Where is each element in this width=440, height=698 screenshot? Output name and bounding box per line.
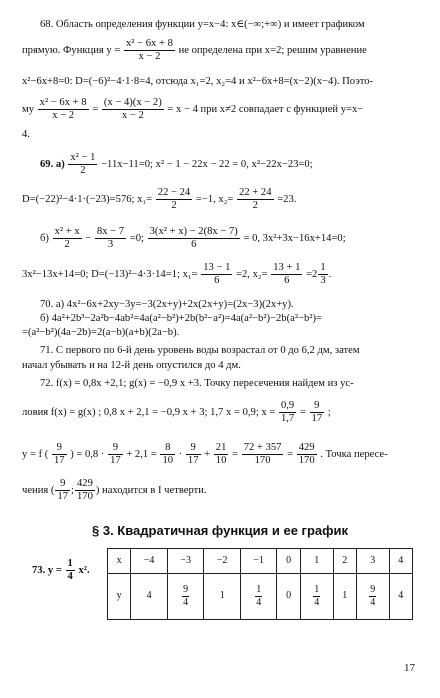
table-row-x [108, 549, 413, 574]
fraction: $\frac{9}{17}$ [311, 400, 323, 425]
ex72-line2: ловия f(x) = g(x) ; 0,8 x + 2,1 = −0,9 x + 3; 1,7 x = 0,9; x = $\frac{0,9}{1,7}$ = $\frac{9}{17}$ ; [22, 400, 331, 425]
table-cell [167, 573, 204, 619]
table-cell: 1 [204, 573, 241, 619]
fraction: $\frac{22 - 24}{2}$ [157, 187, 191, 212]
fraction: $\frac{13 - 1}{6}$ [203, 262, 231, 287]
table-cell: 0 [277, 573, 300, 619]
fraction: $\frac{429}{170}$ [298, 442, 315, 467]
ex72-line4: чения ( $\frac{9}{17}$ ; $\frac{429}{170}$ ) находится в I четверти. [22, 478, 207, 503]
fraction: $\frac{9}{17}$ [53, 442, 65, 467]
table-cell [300, 573, 333, 619]
ex69-discriminant-a: D=(−22)²−4·1·(−23)=576; x₁= $\frac{22 - 24}{2}$ =−1, x₂= $\frac{22 + 24}{2}$ =23. [22, 187, 297, 212]
ex70-line-b1: б) 4a²+2b³−2a²b−4ab²=4a(a²−b²)+2b(b²−a²)=4a(a²−b²)−2b(a²−b²)= [40, 313, 322, 324]
table-cell: 4 [389, 573, 412, 619]
table-cell [356, 573, 389, 619]
fraction: $\frac{1}{4}$ [67, 558, 73, 583]
value-table [107, 548, 413, 620]
table-header-cell: y [108, 573, 131, 619]
ex68-line2: прямую. Функция y = $\frac{\text{x² − 6x + 8}}{x - 2}$ не определена при x=2; решим уравнение [22, 38, 367, 63]
fraction: $\frac{\text{x² − 6x + 8}}{x - 2}$ [125, 38, 173, 63]
table-cell: 1 [300, 549, 333, 574]
fraction: $\frac{9}{4}$ [370, 584, 376, 608]
fraction: $\frac{9}{17}$ [110, 442, 121, 467]
ex68-line3: x²−6x+8=0: D=(−6)²−4·1·8=4, отсюда x₁=2, x₂=4 и x²−6x+8=(x−2)(x−4). Поэто- [22, 76, 374, 87]
fraction: $\frac{\text{x² − 1}}{2}$ [70, 152, 96, 177]
table-row-y [108, 573, 413, 619]
fraction: $\frac{9}{4}$ [183, 584, 189, 608]
ex73-label: 73. y = $\frac{1}{4}$ x². [32, 558, 90, 583]
fraction: $\frac{\text{x² + x}}{2}$ [54, 226, 80, 251]
ex72-line1: 72. f(x) = 0,8x +2,1; g(x) = −0,9 x +3. Точку пересечения найдем из ус- [40, 378, 354, 389]
ex68-line4: му $\frac{\text{x² − 6x + 8}}{x - 2}$ = $\frac{(x - 4)(x - 2)}{x - 2}$ = x − 4 при x≠2 совпадает с функцией y=x− [22, 97, 364, 122]
fraction: $\frac{0,9}{1,7}$ [280, 400, 295, 425]
ex70-line-a: 70. а) 4x²−6x+2xy−3y=−3(2x+y)+2x(2x+y)=(2x−3)(2x+y). [40, 299, 294, 310]
fraction: $\frac{1}{4}$ [256, 584, 262, 608]
fraction: $\frac{1}{3}$ [320, 262, 326, 287]
table-cell: −2 [204, 549, 241, 574]
fraction: $\frac{22 + 24}{2}$ [239, 187, 272, 212]
table-cell: 3 [356, 549, 389, 574]
fraction: $\frac{8}{10}$ [162, 442, 174, 467]
fraction: $\frac{13 + 1}{6}$ [273, 262, 301, 287]
fraction: $\frac{\text{3(x² + x) − 2(8x − 7)}}{6}$ [149, 226, 238, 251]
fraction: $\frac{21}{10}$ [215, 442, 227, 467]
fraction: $\frac{8x - 7}{3}$ [96, 226, 125, 251]
fraction: $\frac{9}{17}$ [187, 442, 199, 467]
fraction: $\frac{72 + 357}{170}$ [243, 442, 282, 467]
page-number: 17 [404, 662, 415, 674]
ex72-line3: y = f ( $\frac{9}{17}$ ) = 0,8 · $\frac{9}{17}$ + 2,1 = $\frac{8}{10}$ · $\frac{9}{17}$ + $\frac{21}{10}$ = $\frac{72 + 357}{170}$ = $\frac{429}{170}$ . Точка пересе- [22, 442, 388, 467]
ex69-line-a: 69. а) $\frac{\text{x² − 1}}{2}$ −11x−11=0; x² − 1 − 22x − 22 = 0, x²−22x−23=0; [40, 152, 313, 177]
fraction: $\frac{1}{4}$ [314, 584, 320, 608]
ex69-line-b: б) $\frac{\text{x² + x}}{2}$ − $\frac{8x - 7}{3}$ =0; $\frac{\text{3(x² + x) − 2(8x − 7)}}{6}$ = 0, 3x²+3x−16x+14=0; [40, 226, 346, 251]
fraction: $\frac{(x - 4)(x - 2)}{x - 2}$ [103, 97, 162, 122]
table-cell: 2 [333, 549, 356, 574]
ex71-line1: 71. С первого по 6-й день уровень воды возрастал от 0 до 6,2 дм, затем [40, 345, 360, 356]
table-cell [240, 573, 277, 619]
table-cell: 4 [131, 573, 168, 619]
fraction: $\frac{429}{170}$ [76, 478, 93, 503]
table-cell: −4 [131, 549, 168, 574]
table-cell: 1 [333, 573, 356, 619]
table-header-cell: x [108, 549, 131, 574]
ex68-line1: 68. Область определения функции y=x−4: x∈(−∞;+∞) и имеет графиком [40, 19, 365, 30]
fraction: $\frac{\text{x² − 6x + 8}}{x - 2}$ [39, 97, 87, 122]
table-cell: 4 [389, 549, 412, 574]
ex71-line2: начал убывать и на 12-й день опустился до 4 дм. [22, 360, 241, 371]
table-cell: 0 [277, 549, 300, 574]
ex68-line5: 4. [22, 129, 30, 140]
section-title: § 3. Квадратичная функция и ее график [92, 523, 348, 538]
table-cell: −3 [167, 549, 204, 574]
table-cell: −1 [240, 549, 277, 574]
ex69-discriminant-b: 3x²−13x+14=0; D=(−13)²−4·3·14=1; x₁= $\frac{13 - 1}{6}$ =2, x₂= $\frac{13 + 1}{6}$ =2 $\frac{1}{3}$ . [22, 262, 332, 287]
ex70-line-b2: =(a²−b²)(4a−2b)=2(a−b)(a+b)(2a−b). [22, 327, 180, 338]
fraction: $\frac{9}{17}$ [57, 478, 69, 503]
